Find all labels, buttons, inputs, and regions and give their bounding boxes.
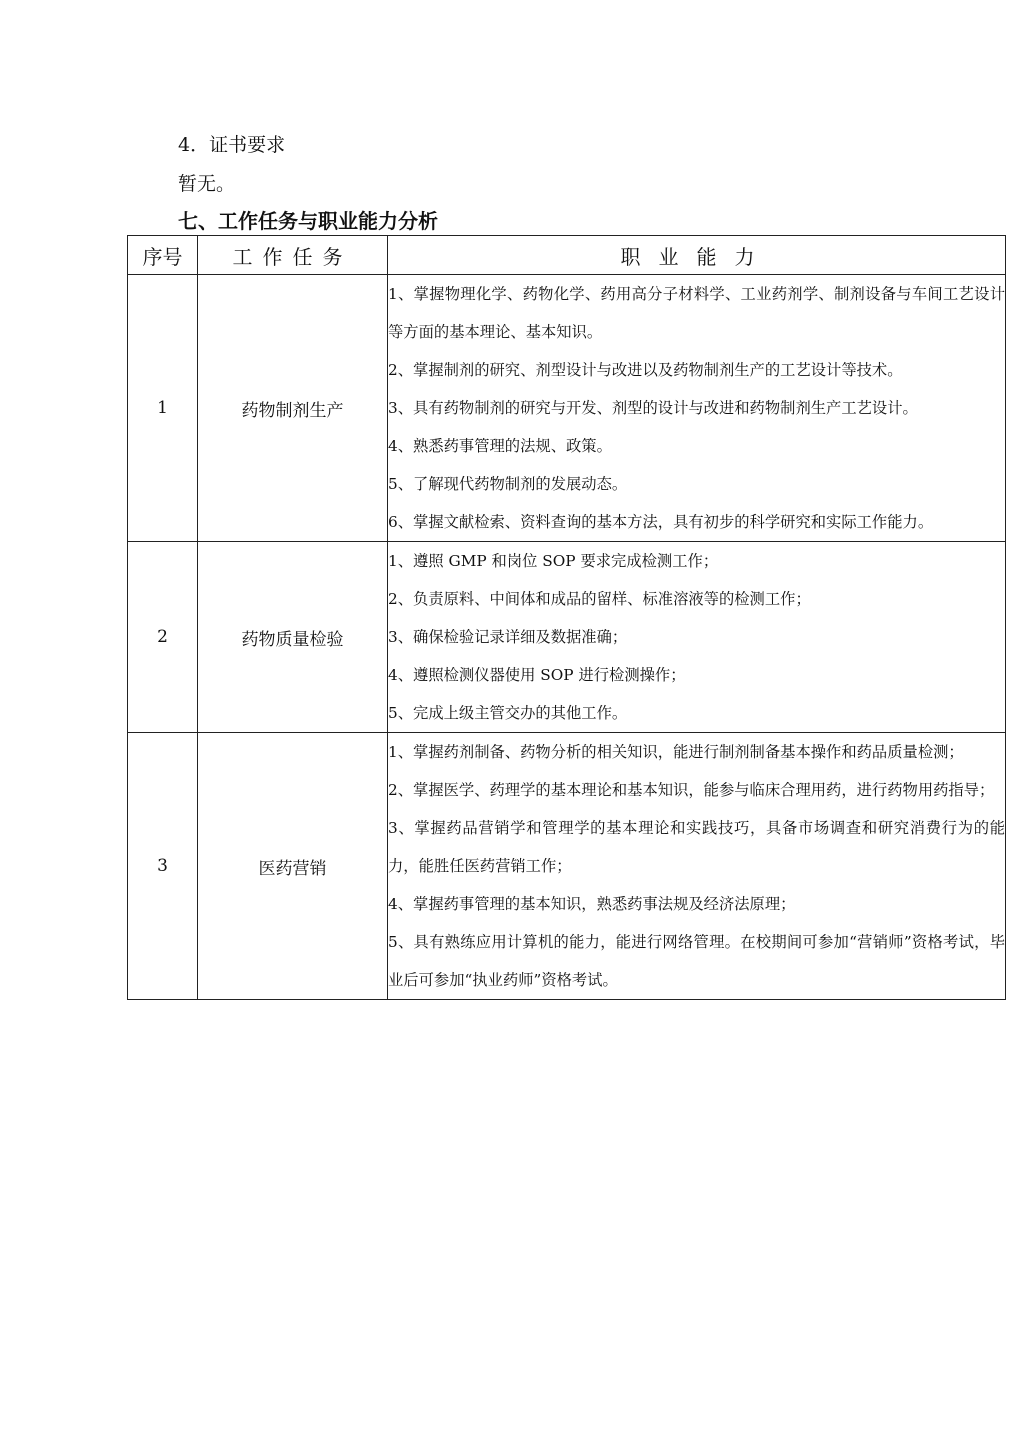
ability-item: 2、掌握制剂的研究、剂型设计与改进以及药物制剂生产的工艺设计等技术。 xyxy=(388,361,903,379)
ability-item: 3、确保检验记录详细及数据准确； xyxy=(388,628,628,646)
ability-item: 2、掌握医学、药理学的基本理论和基本知识，能参与临床合理用药，进行药物用药指导； xyxy=(388,781,995,799)
ability-item: 5、了解现代药物制剂的发展动态。 xyxy=(388,475,628,493)
header-task: 工作任务 xyxy=(198,236,388,275)
table-row xyxy=(128,733,1006,1000)
ability-item: 4、熟悉药事管理的法规、政策。 xyxy=(388,437,612,455)
ability-item: 3、具有药物制剂的研究与开发、剂型的设计与改进和药物制剂生产工艺设计。 xyxy=(388,399,918,417)
section-title: 七、工作任务与职业能力分析 xyxy=(178,209,438,233)
ability-item: 1、遵照 GMP 和岗位 SOP 要求完成检测工作； xyxy=(388,552,719,570)
table-row xyxy=(128,275,1006,542)
ability-item: 5、具有熟练应用计算机的能力，能进行网络管理。在校期间可参加“营销师”资格考试，毕业后可参加“执业药师”资格考试。 xyxy=(388,933,1005,989)
table-header-row xyxy=(128,236,1006,275)
ability-item: 4、掌握药事管理的基本知识，熟悉药事法规及经济法原理； xyxy=(388,895,796,913)
row-seq: 1 xyxy=(128,275,198,542)
ability-item: 1、掌握物理化学、药物化学、药用高分子材料学、工业药剂学、制剂设备与车间工艺设计等方面的基本理论、基本知识。 xyxy=(388,285,1005,341)
row-abilities xyxy=(388,542,1006,733)
ability-item: 4、遵照检测仪器使用 SOP 进行检测操作； xyxy=(388,666,686,684)
row-task: 药物制剂生产 xyxy=(198,275,388,542)
task-ability-table xyxy=(127,235,1006,1000)
ability-item: 1、掌握药剂制备、药物分析的相关知识，能进行制剂制备基本操作和药品质量检测； xyxy=(388,743,964,761)
row-seq: 2 xyxy=(128,542,198,733)
row-abilities xyxy=(388,733,1006,1000)
certificate-requirements-body: 暂无。 xyxy=(178,173,236,195)
ability-item: 2、负责原料、中间体和成品的留样、标准溶液等的检测工作； xyxy=(388,590,811,608)
ability-item: 3、掌握药品营销学和管理学的基本理论和实践技巧，具备市场调查和研究消费行为的能力，能胜任医药营销工作； xyxy=(388,819,1005,875)
header-seq: 序号 xyxy=(128,236,198,275)
row-task: 药物质量检验 xyxy=(198,542,388,733)
table-row xyxy=(128,542,1006,733)
certificate-requirements-heading: 4．证书要求 xyxy=(178,134,286,156)
row-abilities xyxy=(388,275,1006,542)
row-seq: 3 xyxy=(128,733,198,1000)
ability-item: 5、完成上级主管交办的其他工作。 xyxy=(388,704,628,722)
header-ability: 职业能力 xyxy=(388,236,1006,275)
ability-item: 6、掌握文献检索、资料查询的基本方法，具有初步的科学研究和实际工作能力。 xyxy=(388,513,934,531)
row-task: 医药营销 xyxy=(198,733,388,1000)
